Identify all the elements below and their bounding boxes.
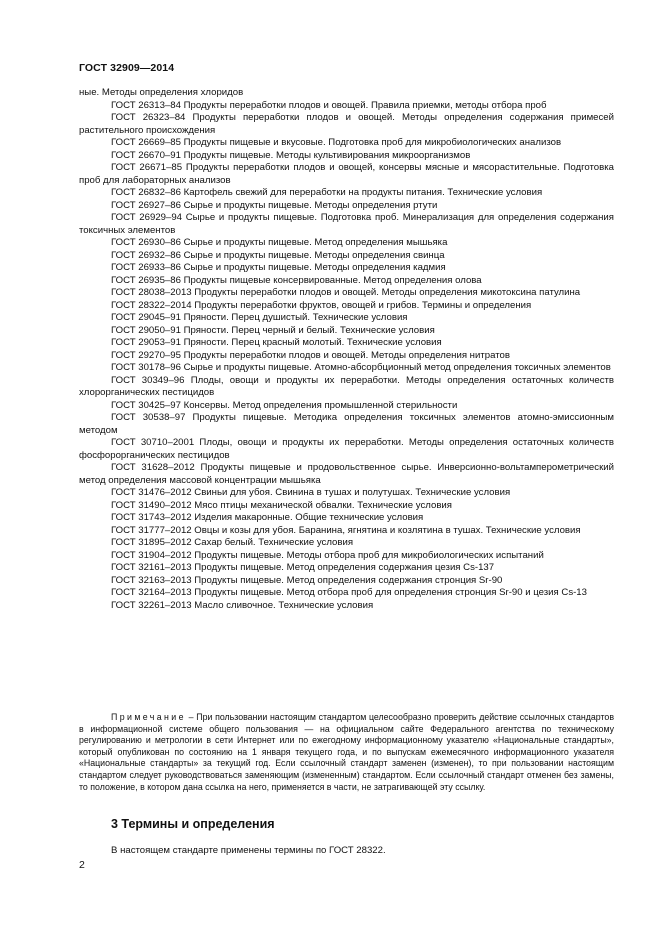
reference-item: ГОСТ 26929–94 Сырье и продукты пищевые. Подготовка проб. Минерализация для определения содержания токсичных элементов [79, 212, 614, 236]
reference-item: ГОСТ 26670–91 Продукты пищевые. Методы культивирования микроорганизмов [111, 149, 471, 161]
note-text: – При пользовании настоящим стандартом целесообразно проверить действие ссылочных стандартов в информационной системе общего пользования — на официальном сайте Федерального агентства по техническому регулированию и метрологии в сети Интернет или по ежегодному информационному указателю «Национальные стандарты», который опубликован по состоянию на 1 января текущего года, и по выпускам ежемесячного информационного указателя «Национальные стандарты» за текущий год. Если ссылочный стандарт заменен (изменен), то при пользовании настоящим стандартом следует руководствоваться заменяющим (измененным) стандартом. Если ссылочный стандарт отменен без замены, то положение, в котором дана ссылка на него, применяется в части, не затрагивающей эту ссылку. [79, 712, 614, 792]
reference-item: ГОСТ 26932–86 Сырье и продукты пищевые. Методы определения свинца [111, 249, 445, 261]
reference-item: ные. Методы определения хлоридов [79, 87, 244, 98]
reference-item: ГОСТ 26323–84 Продукты переработки плодов и овощей. Методы определения содержания примесей растительного происхождения [79, 112, 614, 136]
reference-item: ГОСТ 26313–84 Продукты переработки плодов и овощей. Правила приемки, методы отбора проб [111, 99, 547, 111]
reference-item: ГОСТ 30178–96 Сырье и продукты пищевые. Атомно-абсорбционный метод определения токсичных элементов [111, 362, 611, 373]
reference-item: ГОСТ 30710–2001 Плоды, овощи и продукты их переработки. Методы определения остаточных количеств фосфорорганических пестицидов [79, 437, 614, 461]
normative-references-list [79, 87, 614, 612]
reference-item: ГОСТ 31895–2012 Сахар белый. Технические условия [111, 537, 354, 548]
reference-item: ГОСТ 31777–2012 Овцы и козы для убоя. Баранина, ягнятина и козлятина в тушах. Технические условия [111, 524, 581, 536]
reference-item: ГОСТ 32161–2013 Продукты пищевые. Метод определения содержания цезия Cs-137 [111, 562, 495, 573]
reference-item: ГОСТ 26933–86 Сырье и продукты пищевые. Методы определения кадмия [111, 262, 446, 273]
reference-item: ГОСТ 29045–91 Пряности. Перец душистый. Технические условия [111, 312, 408, 323]
reference-item: ГОСТ 30349–96 Плоды, овощи и продукты их переработки. Методы определения остаточных количеств хлорорганических пестицидов [79, 374, 614, 398]
reference-item: ГОСТ 26935–86 Продукты пищевые консервированные. Метод определения олова [111, 274, 482, 286]
reference-item: ГОСТ 32163–2013 Продукты пищевые. Метод определения содержания стронция Sr-90 [111, 574, 503, 586]
reference-item: ГОСТ 26669–85 Продукты пищевые и вкусовые. Подготовка проб для микробиологических анализов [111, 137, 562, 148]
reference-item: ГОСТ 26927–86 Сырье и продукты пищевые. Методы определения ртути [111, 199, 438, 211]
section-text: В настоящем стандарте применены термины по ГОСТ 28322. [111, 845, 386, 856]
reference-item: ГОСТ 26930–86 Сырье и продукты пищевые. Метод определения мышьяка [111, 237, 448, 248]
reference-item: ГОСТ 29050–91 Пряности. Перец черный и белый. Технические условия [111, 324, 435, 336]
reference-item: ГОСТ 31904–2012 Продукты пищевые. Методы отбора проб для микробиологических испытаний [111, 549, 544, 561]
section-heading: 3 Термины и определения [111, 817, 275, 831]
reference-item: ГОСТ 32164–2013 Продукты пищевые. Метод отбора проб для определения стронция Sr-90 и цезия Cs-13 [111, 587, 587, 598]
page-number: 2 [79, 859, 85, 871]
reference-item: ГОСТ 30425–97 Консервы. Метод определения промышленной стерильности [111, 399, 458, 411]
reference-item: ГОСТ 26671–85 Продукты переработки плодов и овощей, консервы мясные и мясорастительные. Подготовка проб для лабораторных анализов [79, 162, 614, 186]
reference-item: ГОСТ 31490–2012 Мясо птицы механической обвалки. Технические условия [111, 499, 452, 511]
reference-item: ГОСТ 28038–2013 Продукты переработки плодов и овощей. Методы определения микотоксина патулина [111, 287, 581, 298]
reference-item: ГОСТ 26832–86 Картофель свежий для переработки на продукты питания. Технические условия [111, 187, 543, 198]
reference-item: ГОСТ 29053–91 Пряности. Перец красный молотый. Технические условия [111, 337, 442, 348]
reference-item: ГОСТ 30538–97 Продукты пищевые. Методика определения токсичных элементов атомно-эмиссионным методом [79, 412, 614, 436]
reference-item: ГОСТ 31743–2012 Изделия макаронные. Общие технические условия [111, 512, 424, 523]
note-label: Примечание [111, 712, 186, 722]
reference-item: ГОСТ 28322–2014 Продукты переработки фруктов, овощей и грибов. Термины и определения [111, 299, 532, 311]
reference-item: ГОСТ 31476–2012 Свиньи для убоя. Свинина в тушах и полутушах. Технические условия [111, 487, 511, 498]
note-paragraph [79, 712, 614, 793]
reference-item: ГОСТ 32261–2013 Масло сливочное. Технические условия [111, 599, 374, 611]
reference-item: ГОСТ 31628–2012 Продукты пищевые и продовольственное сырье. Инверсионно-вольтамперометрический метод определения массовой концентрации мышьяка [79, 462, 614, 486]
document-header: ГОСТ 32909—2014 [79, 62, 175, 74]
reference-item: ГОСТ 29270–95 Продукты переработки плодов и овощей. Методы определения нитратов [111, 349, 510, 361]
